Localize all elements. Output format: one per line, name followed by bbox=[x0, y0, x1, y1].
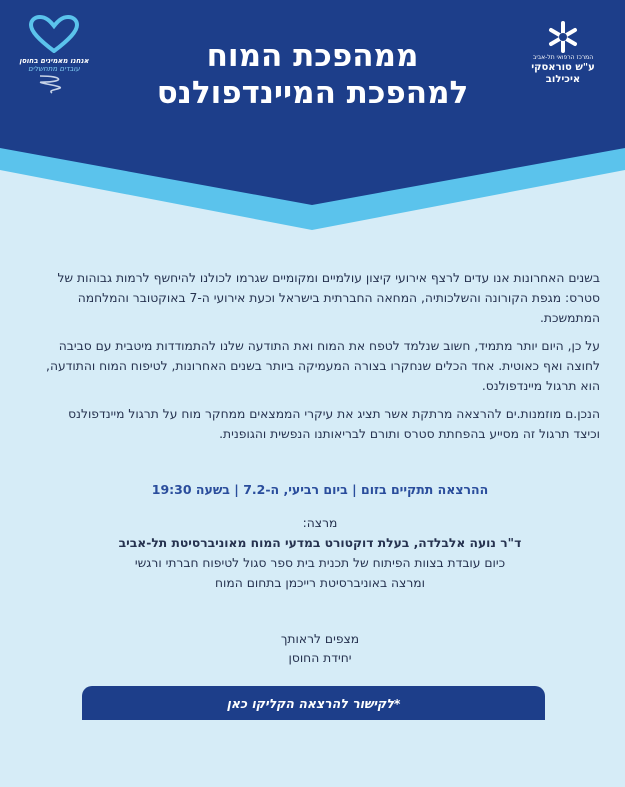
event-details: ההרצאה תתקיים בזום | ביום רביעי, ה-7.2 | בשעה 19:30 bbox=[151, 482, 489, 497]
resilience-logo bbox=[18, 15, 90, 99]
signoff-line-1: מצפים לראותך bbox=[280, 632, 360, 646]
title-line-2: למהפכת המיינדפולנס bbox=[156, 75, 469, 111]
page-title bbox=[95, 38, 530, 112]
speaker-name: ד"ר נועה אלבלדה, בעלת דוקטורט במדעי המוח מאוניברסיטת תל-אביב bbox=[118, 536, 522, 550]
paragraph-2: על כן, היום יותר מתמיד, חשוב שנלמד לטפח את המוח ואת התודעה שלנו להתמודדות מיטבית עם סביבה לחוצה ואף כאוטית. אחד הכלים שנחקרו בצורה המעמיקה ביותר בשנים האחרונות, לטיפוח המוח והתודעה, הוא תרגול מיינדפולנס. bbox=[46, 339, 600, 393]
heart-icon bbox=[28, 15, 80, 53]
lecture-link-button[interactable]: *לקישור להרצאה הקליקו כאן bbox=[82, 686, 545, 720]
logo-right-line2: ע"ש סוראסקי bbox=[531, 62, 595, 73]
logo-right-line1: המרכז הרפואי תל-אביב bbox=[532, 54, 594, 61]
paragraph-1: בשנים האחרונות אנו עדים לרצף אירועי קיצון עולמיים ומקומיים שגרמו לכולנו להיחשף לרמות גבוהות של סטרס: מגפת הקורונה והשלכותיה, המחאה החברתית בישראל וכעת אירועי ה-7 באוקטובר והמלחמה המתמשכת. bbox=[57, 271, 600, 325]
wave-squiggle-icon bbox=[34, 73, 74, 95]
logo-right-line3: איכילוב bbox=[545, 74, 581, 85]
speaker-info bbox=[40, 513, 600, 593]
snowflake-icon bbox=[546, 20, 580, 54]
logo-left-line2: עובדים מתחשלים bbox=[28, 65, 80, 73]
intro-text bbox=[40, 268, 600, 452]
speaker-desc-2: ומרצה באוניברסיטת רייכמן בתחום המוח bbox=[215, 576, 425, 590]
paragraph-3: הנכן.ם מוזמנות.ים להרצאה מרתקת אשר תציג את עיקרי הממצאים ממחקר מוח על תרגול מיינדפולנס וכיצד תרגול זה מסייע בהפחתת סטרס ותורם לבריאותנו הנפשית והגופנית. bbox=[68, 407, 600, 441]
speaker-label: מרצה: bbox=[302, 516, 338, 530]
ichilov-logo bbox=[523, 20, 603, 86]
signoff-line-2: יחידת החוסן bbox=[288, 651, 352, 665]
signoff bbox=[40, 630, 600, 668]
speaker-desc-1: כיום עובדת בצוות הפיתוח של תכנית בית ספר סגול לטיפוח חברתי ורגשי bbox=[134, 556, 506, 570]
logo-left-line1: אנחנו מאמינים בחוסן bbox=[19, 57, 89, 65]
title-line-1: ממהפכת המוח bbox=[206, 38, 419, 74]
